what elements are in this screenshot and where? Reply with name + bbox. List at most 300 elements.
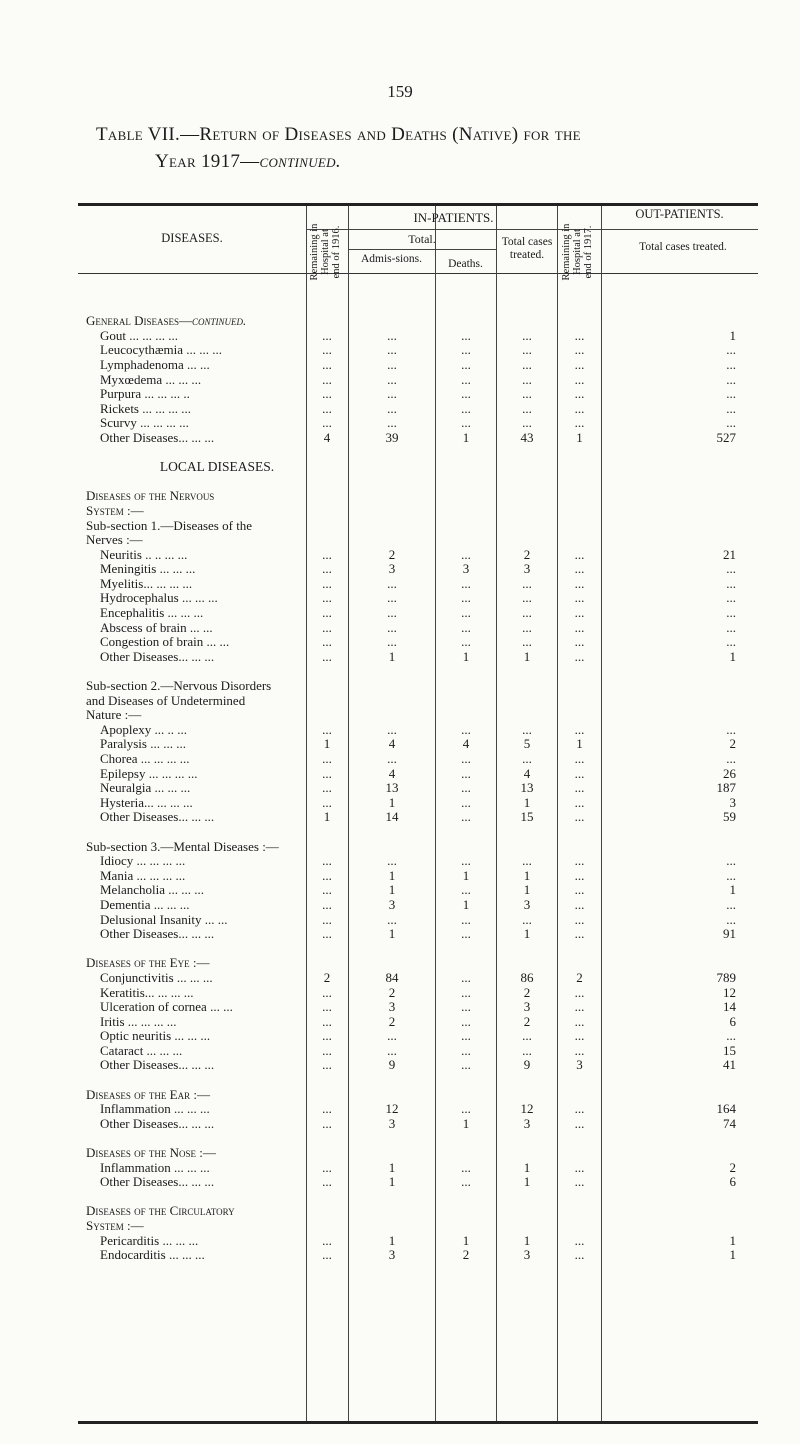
section-heading-main: General Diseases— xyxy=(86,313,193,329)
section-heading: Sub-section 1.—Diseases of the xyxy=(86,517,253,533)
out-patients-cell: ... xyxy=(726,575,736,591)
remaining-1917-cell: ... xyxy=(574,765,585,781)
header-remaining-1916: Remaining in Hospital at end of 1916. xyxy=(309,223,342,281)
table-row xyxy=(78,606,758,621)
total-treated-cell: ... xyxy=(522,342,532,358)
disease-name: Hydrocephalus ... ... ... xyxy=(100,590,218,606)
section-row xyxy=(78,1088,758,1103)
disease-name: Cataract ... ... ... xyxy=(100,1042,183,1058)
disease-name: Epilepsy ... ... ... ... xyxy=(100,765,198,781)
spacer-row xyxy=(78,300,758,315)
section-heading: Nerves :— xyxy=(86,532,143,548)
remaining-1917-cell: ... xyxy=(574,648,585,664)
remaining-1917-cell: ... xyxy=(574,1159,585,1175)
header-out-total-cases: Total cases treated. xyxy=(639,241,727,253)
admissions-cell: 2 xyxy=(388,546,396,562)
table-row xyxy=(78,986,758,1001)
table-row xyxy=(78,869,758,884)
disease-name: Purpura ... ... ... .. xyxy=(100,386,190,402)
table-row xyxy=(78,387,758,402)
total-treated-cell: 9 xyxy=(523,1057,531,1073)
admissions-cell: ... xyxy=(387,619,397,635)
section-row xyxy=(78,679,758,694)
remaining-1917-cell: ... xyxy=(574,342,585,358)
disease-name: Other Diseases... ... ... xyxy=(100,926,215,942)
remaining-1916-cell: ... xyxy=(322,882,332,898)
table-row xyxy=(78,1234,758,1249)
remaining-1916-cell: 2 xyxy=(323,969,331,985)
remaining-1916-cell: ... xyxy=(322,1028,332,1044)
header-out-patients: OUT-PATIENTS. xyxy=(635,207,724,221)
remaining-1917-cell: ... xyxy=(574,926,585,942)
remaining-1916-cell: ... xyxy=(322,721,332,737)
remaining-1917-cell: ... xyxy=(574,896,585,912)
disease-name: Mania ... ... ... ... xyxy=(100,867,186,883)
total-treated-cell: 43 xyxy=(520,429,534,445)
remaining-1916-cell: ... xyxy=(322,1042,332,1058)
spacer-row xyxy=(78,475,758,490)
total-treated-cell: 1 xyxy=(523,882,531,898)
out-patients-cell: ... xyxy=(726,386,736,402)
admissions-cell: ... xyxy=(387,853,397,869)
total-treated-cell: ... xyxy=(522,619,532,635)
admissions-cell: ... xyxy=(387,721,397,737)
deaths-cell: ... xyxy=(461,415,471,431)
out-patients-cell: ... xyxy=(726,371,736,387)
total-treated-cell: ... xyxy=(522,415,532,431)
table-row xyxy=(78,1029,758,1044)
remaining-1916-cell: ... xyxy=(322,780,332,796)
table-row xyxy=(78,650,758,665)
section-heading: Diseases of the Nose :— xyxy=(86,1145,216,1161)
section-heading: Nature :— xyxy=(86,707,142,723)
deaths-cell: ... xyxy=(461,969,471,985)
admissions-cell: 3 xyxy=(388,1115,396,1131)
deaths-cell: ... xyxy=(461,809,471,825)
out-patients-cell: ... xyxy=(726,853,736,869)
remaining-1917-cell: ... xyxy=(574,794,585,810)
disease-name: Paralysis ... ... ... xyxy=(100,736,186,752)
table-row xyxy=(78,577,758,592)
section-row xyxy=(78,694,758,709)
admissions-cell: 1 xyxy=(388,1174,396,1190)
deaths-cell: ... xyxy=(461,605,471,621)
remaining-1916-cell: ... xyxy=(322,386,332,402)
table-row xyxy=(78,810,758,825)
remaining-1916-cell: ... xyxy=(322,561,332,577)
disease-name: Pericarditis ... ... ... xyxy=(100,1232,199,1248)
table-row xyxy=(78,737,758,752)
remaining-1917-cell: ... xyxy=(574,809,585,825)
table-row xyxy=(78,562,758,577)
remaining-1916-cell: ... xyxy=(322,327,332,343)
total-treated-cell: ... xyxy=(522,853,532,869)
table-row xyxy=(78,1161,758,1176)
deaths-cell: ... xyxy=(461,984,471,1000)
admissions-cell: 9 xyxy=(388,1057,396,1073)
header-diseases: DISEASES. xyxy=(161,231,223,245)
total-treated-cell: 3 xyxy=(523,1247,531,1263)
remaining-1917-cell: ... xyxy=(574,1042,585,1058)
deaths-cell: 1 xyxy=(462,429,470,445)
remaining-1916-cell: ... xyxy=(322,605,332,621)
deaths-cell: ... xyxy=(461,765,471,781)
total-treated-cell: 1 xyxy=(523,1174,531,1190)
total-treated-cell: 2 xyxy=(523,1013,531,1029)
admissions-cell: 3 xyxy=(388,561,396,577)
remaining-1916-cell: ... xyxy=(322,356,332,372)
remaining-1916-cell: ... xyxy=(322,634,332,650)
admissions-cell: 4 xyxy=(388,765,396,781)
total-treated-cell: ... xyxy=(522,400,532,416)
remaining-1917-cell: 1 xyxy=(576,736,583,752)
remaining-1916-cell: ... xyxy=(322,853,332,869)
section-heading: Diseases of the Ear :— xyxy=(86,1086,210,1102)
total-treated-cell: ... xyxy=(522,911,532,927)
deaths-cell: ... xyxy=(461,619,471,635)
remaining-1917-cell: ... xyxy=(574,1247,585,1263)
total-rule xyxy=(348,249,496,250)
total-treated-cell: ... xyxy=(522,721,532,737)
remaining-1917-cell: ... xyxy=(574,984,585,1000)
total-treated-cell: 3 xyxy=(523,1115,531,1131)
remaining-1917-cell: ... xyxy=(574,1115,585,1131)
total-treated-cell: 15 xyxy=(520,809,534,825)
remaining-1916-cell: ... xyxy=(322,1247,332,1263)
total-treated-cell: 2 xyxy=(523,546,531,562)
section-row xyxy=(78,708,758,723)
disease-name: Meningitis ... ... ... xyxy=(100,561,196,577)
total-treated-cell: 1 xyxy=(523,867,531,883)
admissions-cell: ... xyxy=(387,1028,397,1044)
out-patients-cell: ... xyxy=(726,400,736,416)
disease-name: Congestion of brain ... ... xyxy=(100,634,230,650)
out-patients-cell: ... xyxy=(726,634,736,650)
deaths-cell: ... xyxy=(461,342,471,358)
deaths-cell: 1 xyxy=(462,1232,470,1248)
disease-name: Iritis ... ... ... ... xyxy=(100,1013,177,1029)
remaining-1917-cell: ... xyxy=(574,590,585,606)
total-treated-cell: 5 xyxy=(523,736,531,752)
total-treated-cell: 3 xyxy=(523,999,531,1015)
table-row xyxy=(78,635,758,650)
admissions-cell: ... xyxy=(387,751,397,766)
deaths-cell: ... xyxy=(461,1028,471,1044)
out-patients-cell: ... xyxy=(726,590,736,606)
total-treated-cell: ... xyxy=(522,356,532,372)
deaths-cell: ... xyxy=(461,1042,471,1058)
total-treated-cell: ... xyxy=(522,605,532,621)
disease-name: Apoplexy ... .. ... xyxy=(100,721,188,737)
section-heading: and Diseases of Undetermined xyxy=(86,692,246,708)
total-treated-cell: ... xyxy=(522,1028,532,1044)
out-patients-cell: ... xyxy=(726,1028,736,1044)
deaths-cell: ... xyxy=(461,575,471,591)
section-row xyxy=(78,1204,758,1219)
remaining-1917-cell: ... xyxy=(574,356,585,372)
table-row xyxy=(78,927,758,942)
section-heading xyxy=(86,314,246,329)
out-patients-cell: 2 xyxy=(729,736,736,752)
disease-name: Inflammation ... ... ... xyxy=(100,1159,210,1175)
remaining-1916-cell: ... xyxy=(322,926,332,942)
deaths-cell: ... xyxy=(461,386,471,402)
deaths-cell: ... xyxy=(461,634,471,650)
remaining-1917-cell: ... xyxy=(574,751,585,766)
disease-name: Abscess of brain ... ... xyxy=(100,619,213,635)
disease-name: Neuralgia ... ... ... xyxy=(100,780,191,796)
remaining-1917-cell: ... xyxy=(574,386,585,402)
deaths-cell: ... xyxy=(461,853,471,869)
returns-table xyxy=(78,203,758,1424)
disease-name: Other Diseases... ... ... xyxy=(100,809,215,825)
admissions-cell: ... xyxy=(387,415,397,431)
disease-name: Inflammation ... ... ... xyxy=(100,1101,210,1117)
deaths-cell: ... xyxy=(461,926,471,942)
table-row xyxy=(78,548,758,563)
total-treated-cell: 1 xyxy=(523,1232,531,1248)
remaining-1917-cell: ... xyxy=(574,327,585,343)
remaining-1917-cell: ... xyxy=(574,400,585,416)
header-deaths: Deaths. xyxy=(448,258,483,270)
out-patients-cell: 91 xyxy=(723,926,736,942)
out-patients-cell: 1 xyxy=(729,648,736,664)
table-row xyxy=(78,1102,758,1117)
remaining-1916-cell: 1 xyxy=(323,809,331,825)
disease-name: Dementia ... ... ... xyxy=(100,896,190,912)
deaths-cell: ... xyxy=(461,751,471,766)
spacer-row xyxy=(78,664,758,679)
remaining-1917-cell: ... xyxy=(574,721,585,737)
remaining-1916-cell: 4 xyxy=(323,429,331,445)
out-patients-cell: 74 xyxy=(723,1115,736,1131)
remaining-1916-cell: ... xyxy=(322,1057,332,1073)
out-patients-cell: 1 xyxy=(729,327,736,343)
out-patients-cell: 3 xyxy=(729,794,736,810)
remaining-1917-cell: ... xyxy=(574,1174,585,1190)
disease-name: Other Diseases... ... ... xyxy=(100,648,215,664)
out-patients-cell: ... xyxy=(726,896,736,912)
table-row xyxy=(78,971,758,986)
section-heading: Diseases of the Nervous xyxy=(86,488,215,504)
out-patients-rule xyxy=(601,229,758,230)
admissions-cell: 2 xyxy=(388,1013,396,1029)
deaths-cell: ... xyxy=(461,1013,471,1029)
remaining-1917-cell: ... xyxy=(574,853,585,869)
admissions-cell: 3 xyxy=(388,1247,396,1263)
admissions-cell: ... xyxy=(387,575,397,591)
deaths-cell: 1 xyxy=(462,648,470,664)
remaining-1916-cell: ... xyxy=(322,342,332,358)
total-treated-cell: ... xyxy=(522,327,532,343)
remaining-1916-cell: ... xyxy=(322,590,332,606)
remaining-1916-cell: ... xyxy=(322,1101,332,1117)
remaining-1916-cell: ... xyxy=(322,415,332,431)
out-patients-cell: 164 xyxy=(716,1101,736,1117)
section-row xyxy=(78,460,758,475)
out-patients-cell: 2 xyxy=(729,1159,736,1175)
section-heading: Diseases of the Circulatory xyxy=(86,1203,235,1219)
out-patients-cell: 1 xyxy=(729,1247,736,1263)
out-patients-cell: ... xyxy=(726,721,736,737)
page-number: 159 xyxy=(387,82,413,101)
deaths-cell: 4 xyxy=(462,736,470,752)
out-patients-cell: ... xyxy=(726,911,736,927)
section-row xyxy=(78,489,758,504)
admissions-cell: ... xyxy=(387,400,397,416)
section-row xyxy=(78,519,758,534)
out-patients-cell: 1 xyxy=(729,882,736,898)
table-row xyxy=(78,898,758,913)
disease-name: Leucocythæmia ... ... ... xyxy=(100,342,223,358)
deaths-cell: ... xyxy=(461,546,471,562)
remaining-1916-cell: ... xyxy=(322,896,332,912)
remaining-1917-cell: ... xyxy=(574,619,585,635)
deaths-cell: ... xyxy=(461,794,471,810)
remaining-1917-cell: ... xyxy=(574,634,585,650)
deaths-cell: ... xyxy=(461,327,471,343)
out-patients-cell: 14 xyxy=(723,999,736,1015)
remaining-1917-cell: ... xyxy=(574,605,585,621)
remaining-1917-cell: ... xyxy=(574,1013,585,1029)
remaining-1917-cell: 2 xyxy=(576,969,583,985)
table-row xyxy=(78,913,758,928)
admissions-cell: ... xyxy=(387,634,397,650)
admissions-cell: ... xyxy=(387,342,397,358)
group-heading: LOCAL DISEASES. xyxy=(159,459,275,475)
remaining-1917-cell: ... xyxy=(574,911,585,927)
admissions-cell: 1 xyxy=(388,926,396,942)
out-patients-cell: 6 xyxy=(729,1013,736,1029)
out-patients-cell: 527 xyxy=(716,429,736,445)
total-treated-cell: 3 xyxy=(523,561,531,577)
table-row xyxy=(78,1044,758,1059)
out-patients-cell: 21 xyxy=(723,546,736,562)
total-treated-cell: ... xyxy=(522,371,532,387)
deaths-cell: 3 xyxy=(462,561,470,577)
table-row xyxy=(78,402,758,417)
deaths-cell: ... xyxy=(461,882,471,898)
remaining-1916-cell: ... xyxy=(322,765,332,781)
deaths-cell: ... xyxy=(461,356,471,372)
total-treated-cell: 1 xyxy=(523,648,531,664)
table-row xyxy=(78,883,758,898)
disease-name: Conjunctivitis ... ... ... xyxy=(100,969,213,985)
admissions-cell: 3 xyxy=(388,999,396,1015)
total-treated-cell: 2 xyxy=(523,984,531,1000)
section-row xyxy=(78,956,758,971)
admissions-cell: 84 xyxy=(385,969,399,985)
total-treated-cell: 1 xyxy=(523,794,531,810)
remaining-1916-cell: ... xyxy=(322,400,332,416)
remaining-1916-cell: ... xyxy=(322,1013,332,1029)
admissions-cell: ... xyxy=(387,386,397,402)
admissions-cell: 1 xyxy=(388,882,396,898)
deaths-cell: ... xyxy=(461,911,471,927)
out-patients-cell: 41 xyxy=(723,1057,736,1073)
header-total-cases: Total cases treated. xyxy=(501,236,553,261)
section-row xyxy=(78,840,758,855)
remaining-1917-cell: ... xyxy=(574,882,585,898)
table-row xyxy=(78,358,758,373)
header-total: Total. xyxy=(408,232,436,246)
admissions-cell: 1 xyxy=(388,1159,396,1175)
deaths-cell: 1 xyxy=(462,1115,470,1131)
remaining-1916-cell: ... xyxy=(322,867,332,883)
remaining-1916-cell: ... xyxy=(322,546,332,562)
total-treated-cell: 1 xyxy=(523,926,531,942)
remaining-1917-cell: ... xyxy=(574,415,585,431)
out-patients-cell: ... xyxy=(726,342,736,358)
remaining-1917-cell: 3 xyxy=(576,1057,583,1073)
table-title-line2 xyxy=(155,151,341,173)
in-patients-rule xyxy=(306,229,601,230)
table-row xyxy=(78,796,758,811)
admissions-cell: ... xyxy=(387,371,397,387)
total-treated-cell: ... xyxy=(522,590,532,606)
remaining-1916-cell: ... xyxy=(322,984,332,1000)
spacer-row xyxy=(78,942,758,957)
remaining-1916-cell: ... xyxy=(322,1159,332,1175)
section-row xyxy=(78,1146,758,1161)
admissions-cell: 12 xyxy=(385,1101,399,1117)
out-patients-cell: ... xyxy=(726,619,736,635)
admissions-cell: ... xyxy=(387,327,397,343)
remaining-1917-cell: ... xyxy=(574,575,585,591)
remaining-1917-cell: ... xyxy=(574,999,585,1015)
disease-name: Optic neuritis ... ... ... xyxy=(100,1028,211,1044)
disease-name: Delusional Insanity ... ... xyxy=(100,911,228,927)
disease-name: Hysteria... ... ... ... xyxy=(100,794,193,810)
table-top-rule xyxy=(78,203,758,206)
deaths-cell: ... xyxy=(461,590,471,606)
remaining-1916-cell: ... xyxy=(322,794,332,810)
remaining-1916-cell: ... xyxy=(322,751,332,766)
admissions-cell: 1 xyxy=(388,1232,396,1248)
admissions-cell: 2 xyxy=(388,984,396,1000)
out-patients-cell: 187 xyxy=(716,780,736,796)
out-patients-cell: 15 xyxy=(723,1042,736,1058)
deaths-cell: 2 xyxy=(462,1247,470,1263)
admissions-cell: 1 xyxy=(388,648,396,664)
remaining-1917-cell: ... xyxy=(574,1232,585,1248)
table-row xyxy=(78,329,758,344)
table-row xyxy=(78,781,758,796)
deaths-cell: ... xyxy=(461,1101,471,1117)
remaining-1917-cell: 1 xyxy=(576,429,583,445)
header-remaining-1917: Remaining in Hospital at end of 1917. xyxy=(561,223,594,281)
out-patients-cell: 12 xyxy=(723,984,736,1000)
spacer-row xyxy=(78,1131,758,1146)
table-row xyxy=(78,854,758,869)
remaining-1916-cell: ... xyxy=(322,575,332,591)
table-row xyxy=(78,1058,758,1073)
disease-name: Gout ... ... ... ... xyxy=(100,327,178,343)
remaining-1916-cell: ... xyxy=(322,648,332,664)
disease-name: Encephalitis ... ... ... xyxy=(100,605,204,621)
admissions-cell: 3 xyxy=(388,896,396,912)
header-in-patients: IN-PATIENTS. xyxy=(413,210,494,225)
deaths-cell: ... xyxy=(461,999,471,1015)
admissions-cell: 39 xyxy=(385,429,399,445)
admissions-cell: ... xyxy=(387,605,397,621)
table-row xyxy=(78,767,758,782)
out-patients-cell: ... xyxy=(726,867,736,883)
remaining-1917-cell: ... xyxy=(574,561,585,577)
total-treated-cell: ... xyxy=(522,575,532,591)
disease-name: Other Diseases... ... ... xyxy=(100,1174,215,1190)
total-treated-cell: ... xyxy=(522,751,532,766)
